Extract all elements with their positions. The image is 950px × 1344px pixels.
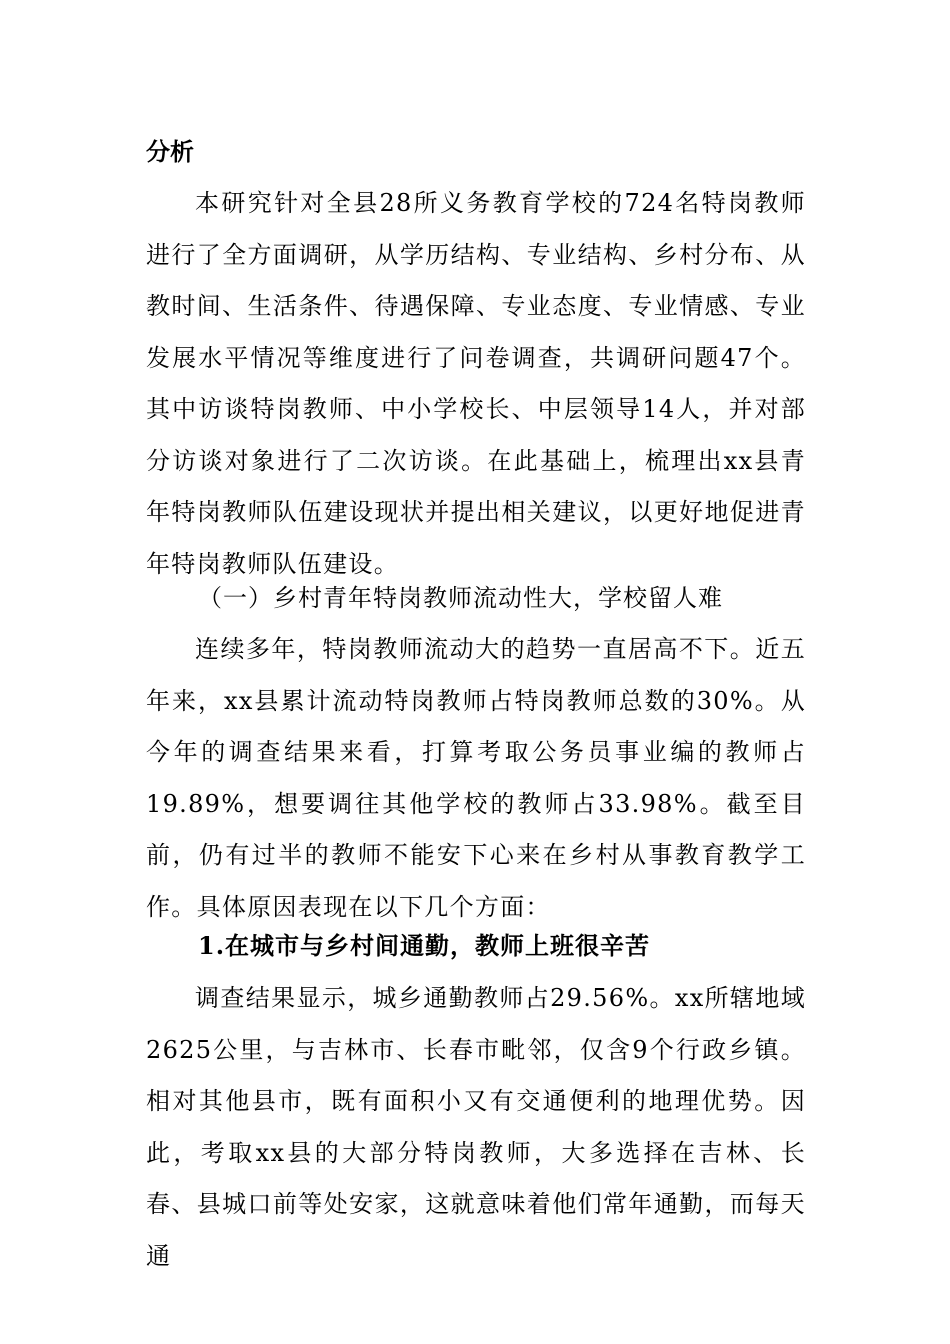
section-title: （一）乡村青年特岗教师流动性大，学校留人难 — [198, 584, 723, 612]
subsection-title: 1.在城市与乡村间通勤，教师上班很辛苦 — [198, 931, 651, 960]
body-paragraph: 本研究针对全县28所义务教育学校的724名特岗教师进行了全方面调研，从学历结构、专业结构、乡村分布、从教时间、生活条件、待遇保障、专业态度、专业情感、专业发展水平情况等维度进行了问卷调查，共调研问题47个。其中访谈特岗教师、中小学校长、中层领导14人，并对部分访谈对象进行了二次访谈。在此基础上，梳理出xx县青年特岗教师队伍建设现状并提出相关建议，以更好地促进青年特岗教师队伍建设。 — [146, 189, 806, 578]
body-paragraph: 连续多年，特岗教师流动大的趋势一直居高不下。近五年来，xx县累计流动特岗教师占特岗教师总数的30%。从今年的调查结果来看，打算考取公务员事业编的教师占19.89%，想要调往其他学校的教师占33.98%。截至目前，仍有过半的教师不能安下心来在乡村从事教育教学工作。具体原因表现在以下几个方面： — [146, 635, 806, 921]
document-heading: 分析 — [146, 137, 194, 166]
body-paragraph: 调查结果显示，城乡通勤教师占29.56%。xx所辖地域2625公里，与吉林市、长春市毗邻，仅含9个行政乡镇。相对其他县市，既有面积小又有交通便利的地理优势。因此，考取xx县的大部分特岗教师，大多选择在吉林、长春、县城口前等处安家，这就意味着他们常年通勤，而每天通 — [146, 984, 806, 1270]
